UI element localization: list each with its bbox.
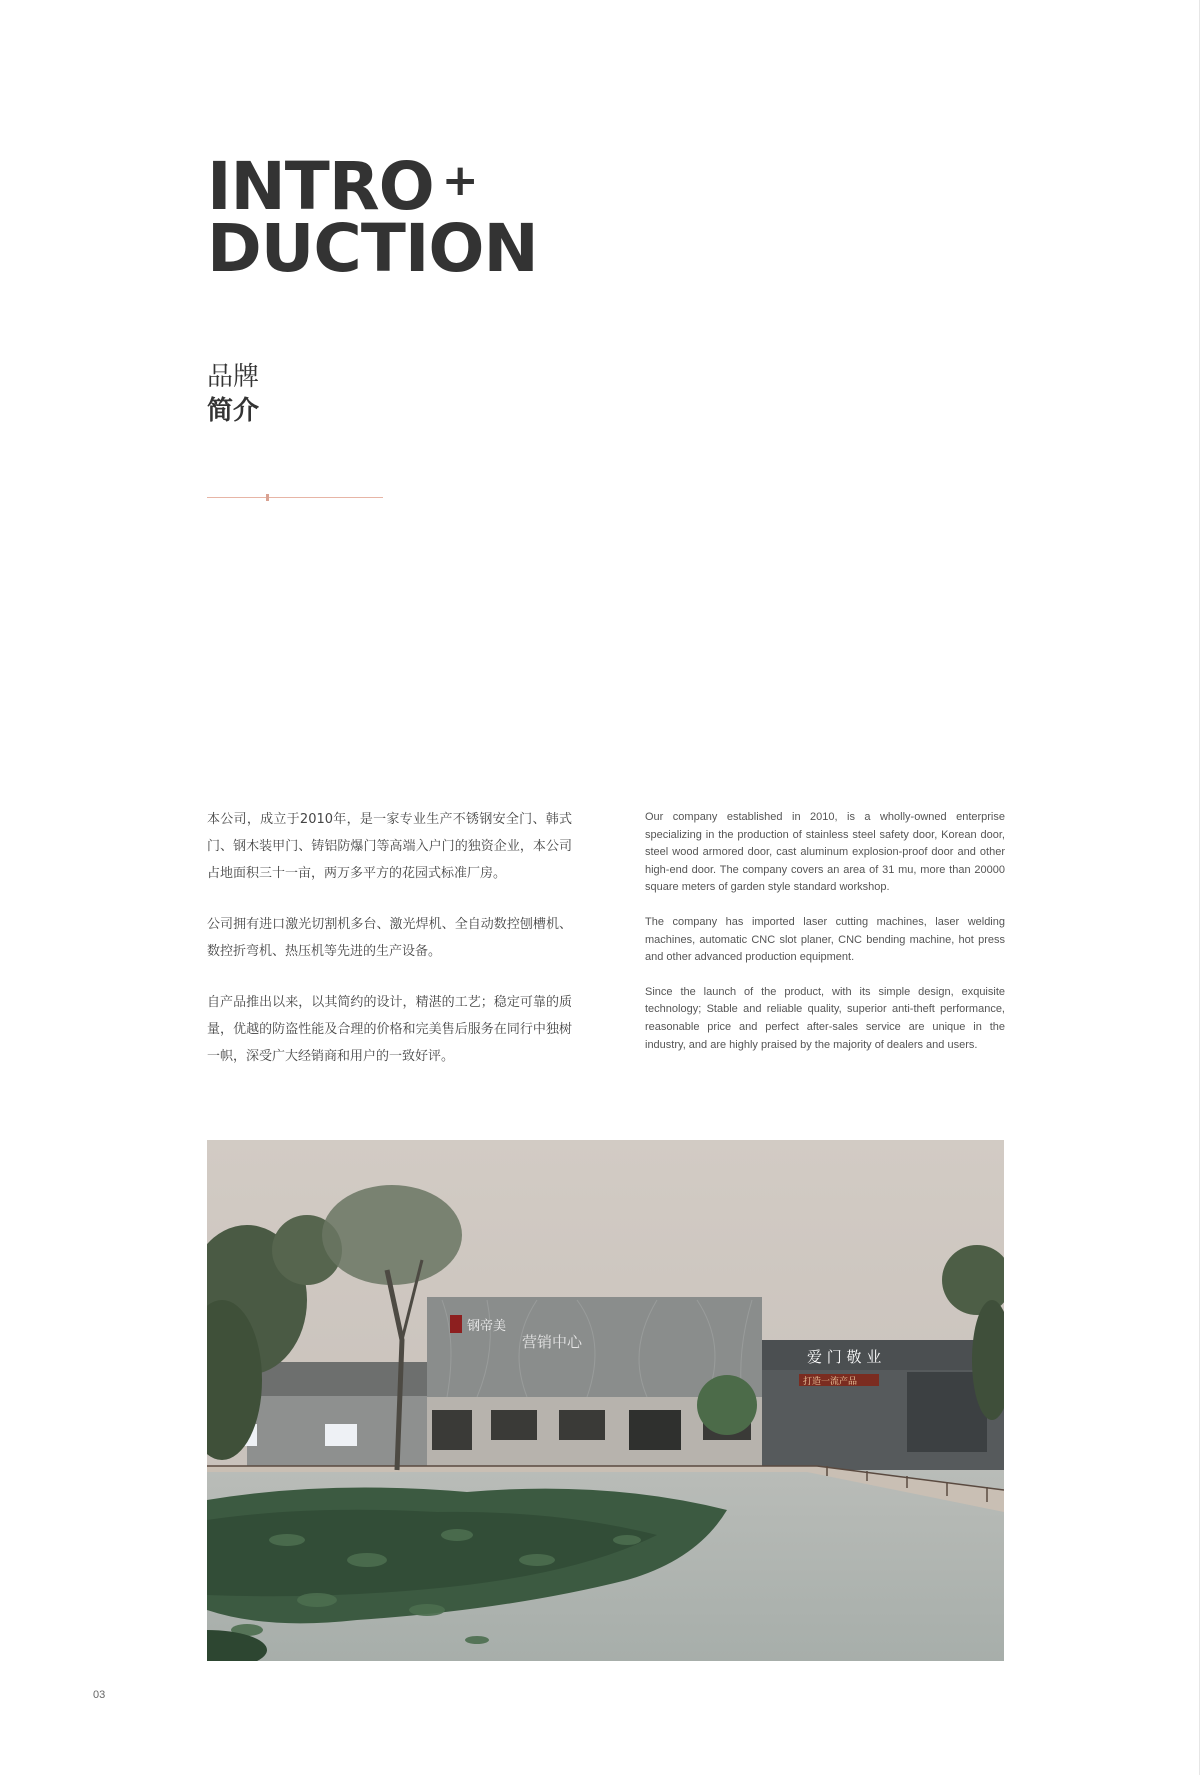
english-text-column [645,809,1005,1071]
company-building-photo [207,1140,1004,1661]
building-sign: 营销中心 [522,1333,583,1351]
en-paragraph-1: Our company established in 2010, is a wholly-owned enterprise specializing in the production of stainless steel safety door, Korean door, steel wood armored door, cast aluminum explosion-proof door and other high-end door. The company covers an area of 31 mu, more than 20000 square meters of garden style standard workshop. [645,811,1005,894]
page-title [207,148,538,287]
title-line-1: INTRO + [207,148,478,225]
cn-paragraph-2: 公司拥有进口激光切割机多台、激光焊机、全自动数控刨槽机、数控折弯机、热压机等先进的生产设备。 [207,917,572,959]
accent-divider [207,497,383,498]
building-illustration [207,1140,1004,1661]
cn-paragraph-3: 自产品推出以来，以其简约的设计，精湛的工艺；稳定可靠的质量，优越的防盗性能及合理的价格和完美售后服务在同行中独树一帜，深受广大经销商和用户的一致好评。 [207,995,572,1064]
cn-paragraph-1: 本公司，成立于2010年，是一家专业生产不锈钢安全门、韩式门、钢木装甲门、铸铝防爆门等高端入户门的独资企业，本公司占地面积三十一亩，两万多平方的花园式标准厂房。 [207,812,572,881]
en-paragraph-3: Since the launch of the product, with its simple design, exquisite technology; Stable and reliable quality, superior anti-theft performance, reasonable price and perfect after-sales service are unique in the industry, and are highly praised by the majority of dealers and users. [645,985,1005,1051]
divider-marker [266,494,269,501]
subtitle-line-1: 品牌 [207,362,260,392]
chinese-text-column [207,806,572,1094]
section-subtitle [207,360,259,428]
en-paragraph-2: The company has imported laser cutting machines, laser welding machines, automatic CNC slot planer, CNC bending machine, hot press and other advanced production equipment. [645,915,1005,964]
title-line-2: DUCTION [207,210,538,287]
brand-logo-mark [450,1315,462,1333]
wing-banner: 打造一流产品 [803,1377,858,1387]
subtitle-line-2: 简介 [207,396,260,426]
brand-logo-text: 钢帝美 [467,1319,507,1334]
page-number: 03 [93,1689,106,1701]
title-plus-mark: + [441,155,478,206]
wing-sign: 爱 门 敬 业 [807,1348,882,1366]
left-billboard-2 [325,1424,357,1446]
